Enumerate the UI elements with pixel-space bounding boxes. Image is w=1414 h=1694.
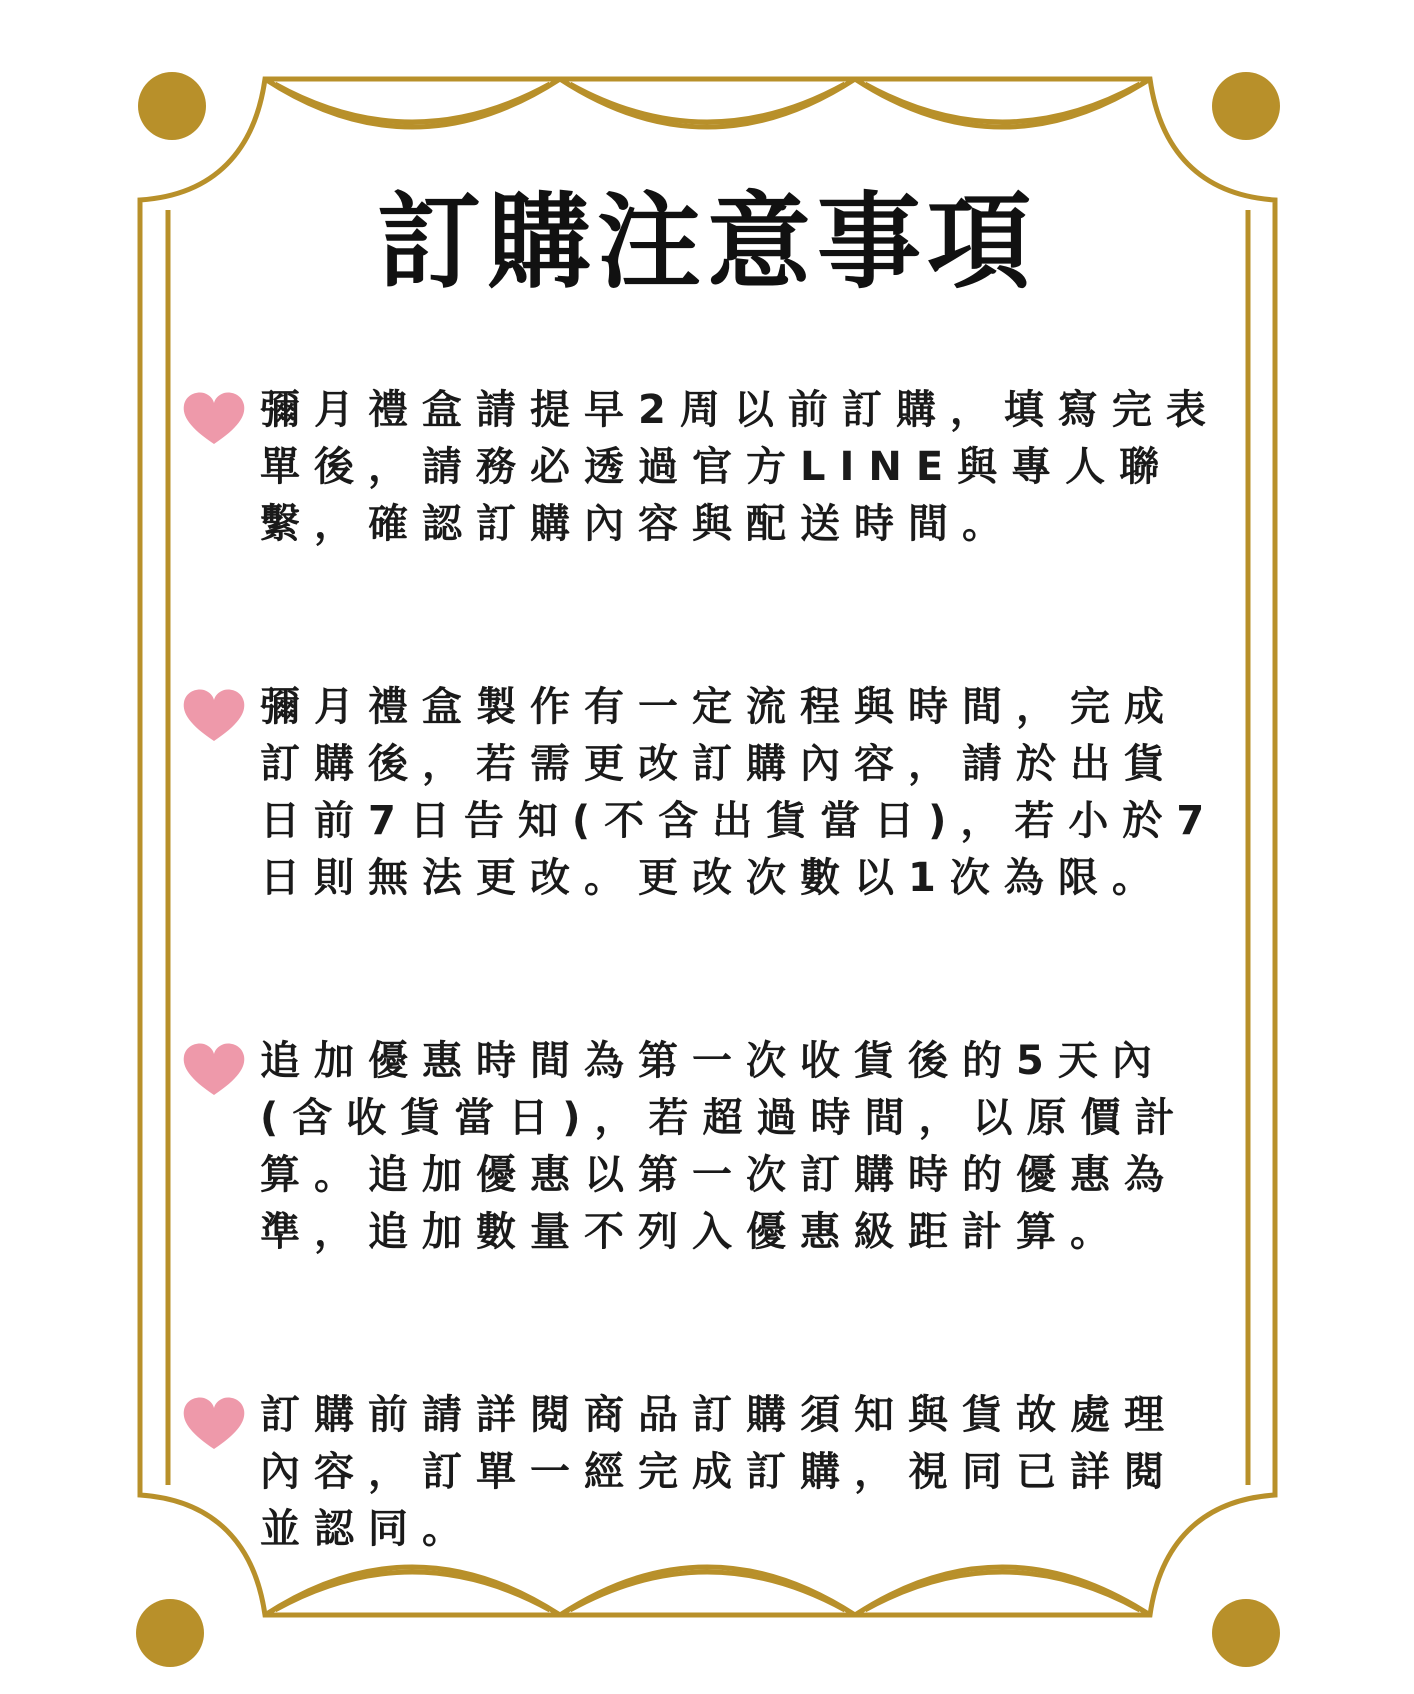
notice-text: 彌月禮盒請提早2周以前訂購，填寫完表 單後，請務必透過官方LINE與專人聯 繫，確認訂購內容與配送時間。	[260, 387, 1220, 547]
notice-text: 追加優惠時間為第一次收貨後的5天內 (含收貨當日)，若超過時間，以原價計 算。追加優惠以第一次訂購時的優惠為 準，追加數量不列入優惠級距計算。	[260, 1038, 1189, 1255]
notice-text: 彌月禮盒製作有一定流程與時間，完成 訂購後，若需更改訂購內容，請於出貨 日前7日告知(不含出貨當日)，若小於7 日則無法更改。更改次數以1次為限。	[260, 684, 1219, 901]
notice-text: 訂購前請詳閱商品訂購須知與貨故處理 內容，訂單一經完成訂購，視同已詳閱 並認同。	[260, 1392, 1178, 1552]
heart-icon	[180, 687, 248, 743]
heart-icon	[180, 390, 248, 446]
page-title: 訂購注意事項	[376, 181, 1037, 303]
heart-icon	[180, 1041, 248, 1097]
heart-icon	[180, 1395, 248, 1451]
